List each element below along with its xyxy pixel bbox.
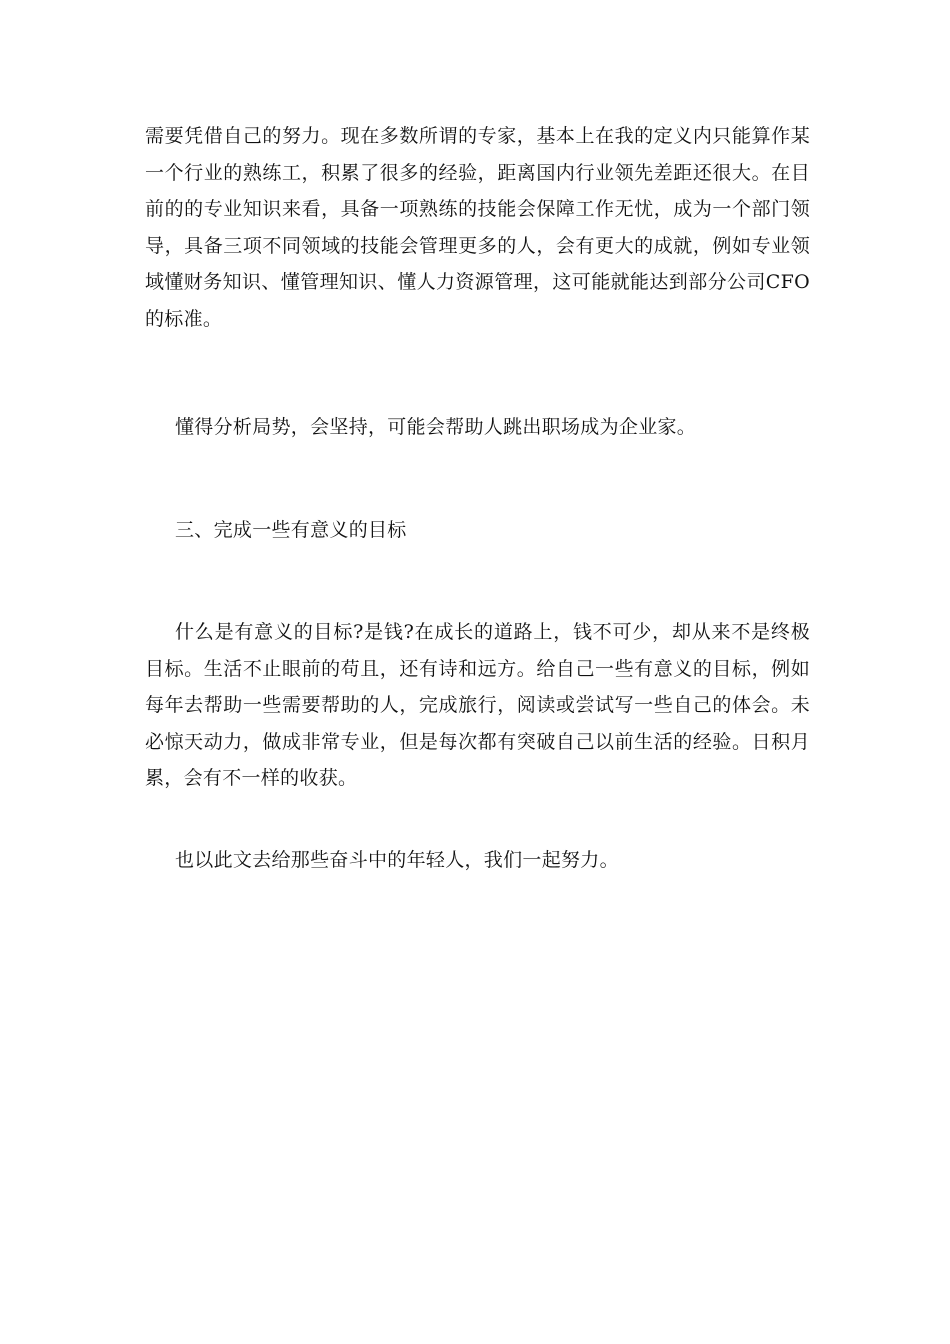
section-heading: 三、完成一些有意义的目标 — [175, 519, 407, 541]
paragraph-continuation: 需要凭借自己的努力。现在多数所谓的专家，基本上在我的定义内只能算作某一个行业的熟练工，积累了很多的经验，距离国内行业领先差距还很大。在目前的的专业知识来看，具备一项熟练的技能会保障工作无忧，成为一个部门领导，具备三项不同领域的技能会管理更多的人，会有更大的成就，例如专业领域懂财务知识、懂管理知识、懂人力资源管理，这可能就能达到部分公司CFO的标准。 — [145, 125, 810, 330]
paragraph-closing: 也以此文去给那些奋斗中的年轻人，我们一起努力。 — [175, 849, 619, 871]
paragraph-meaningful-goals: 什么是有意义的目标?是钱?在成长的道路上，钱不可少，却从来不是终极目标。生活不止眼前的苟且，还有诗和远方。给自己一些有意义的目标，例如每年去帮助一些需要帮助的人，完成旅行，阅读或尝试写一些自己的体会。未必惊天动力，做成非常专业，但是每次都有突破自己以前生活的经验。日积月累，会有不一样的收获。 — [145, 621, 810, 790]
paragraph-analysis: 懂得分析局势，会坚持，可能会帮助人跳出职场成为企业家。 — [175, 416, 697, 438]
